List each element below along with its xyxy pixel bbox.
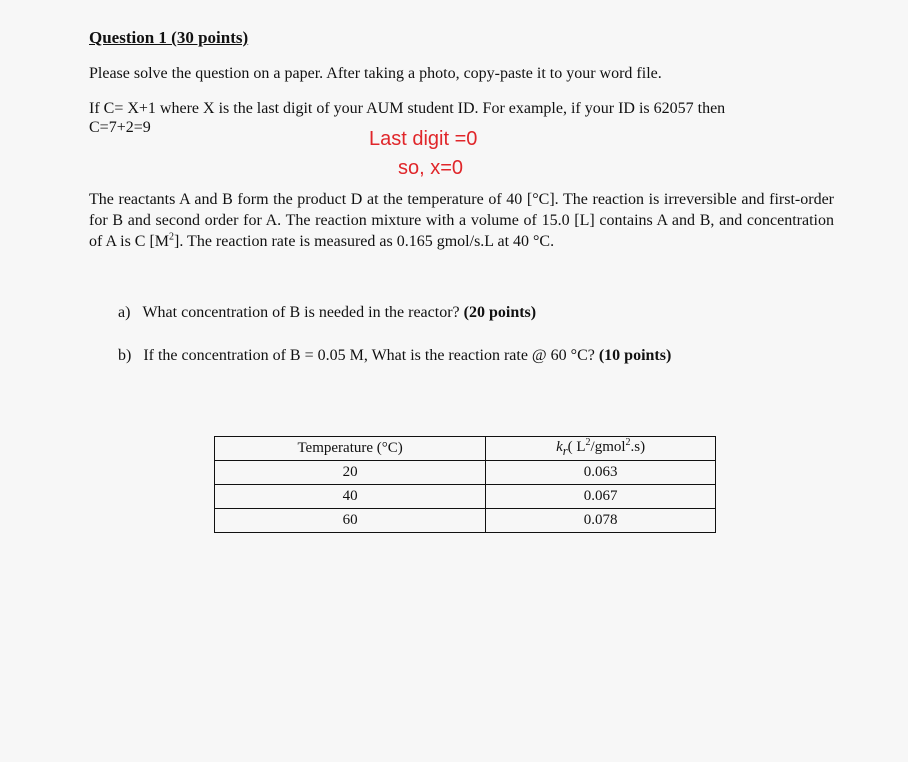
question-points: (10 points) [598,347,672,364]
table-row [215,509,716,533]
question-b [118,346,671,365]
c-rule-line1: If C= X+1 where X is the last digit of your AUM student ID. For example, if your ID is 62057 then [89,100,726,117]
unit: /gmol [590,438,626,455]
cell-k: 0.063 [486,461,716,485]
question-label: b) [118,347,132,364]
header-temperature: Temperature (°C) [215,437,486,461]
question-points: (20 points) [463,304,537,321]
rate-constant-table [214,436,716,533]
cell-temp: 20 [215,461,486,485]
cell-temp: 60 [215,509,486,533]
question-text: What concentration of B is needed in the reactor? [142,304,464,321]
k-symbol: k [556,438,563,455]
cell-temp: 40 [215,485,486,509]
question-title: Question 1 (30 points) [89,28,249,47]
unit-sup: 2 [585,436,591,448]
unit: ( L [567,438,586,455]
k-subscript: r [562,443,568,458]
unit-sup: 2 [625,436,631,448]
c-rule-line2: C=7+2=9 [89,119,151,136]
paragraph-text-end: ]. The reaction rate is measured as 0.165 gmol/s.L at 40 °C. [174,233,555,250]
question-a [118,303,536,322]
table-row [215,485,716,509]
handwritten-last-digit: Last digit =0 [369,128,478,150]
cell-k: 0.067 [486,485,716,509]
table-row [215,461,716,485]
superscript: 2 [169,231,175,243]
problem-paragraph [89,189,834,252]
paragraph-text: The reactants A and B form the product D at the temperature of 40 [°C]. The reaction is irreversible and first-order for B and second order for A. The reaction mixture with a volume of 15.0 [L] contains A and B, and concentration of A is C [M [89,191,834,250]
cell-k: 0.078 [486,509,716,533]
question-text: If the concentration of B = 0.05 M, What is the reaction rate @ 60 °C? [143,347,599,364]
header-rate-constant [486,437,716,461]
instruction-text: Please solve the question on a paper. After taking a photo, copy-paste it to your word file. [89,65,662,82]
unit: .s) [630,438,646,455]
handwritten-x-value: so, x=0 [398,157,464,179]
table-header-row [215,437,716,461]
question-label: a) [118,304,131,321]
